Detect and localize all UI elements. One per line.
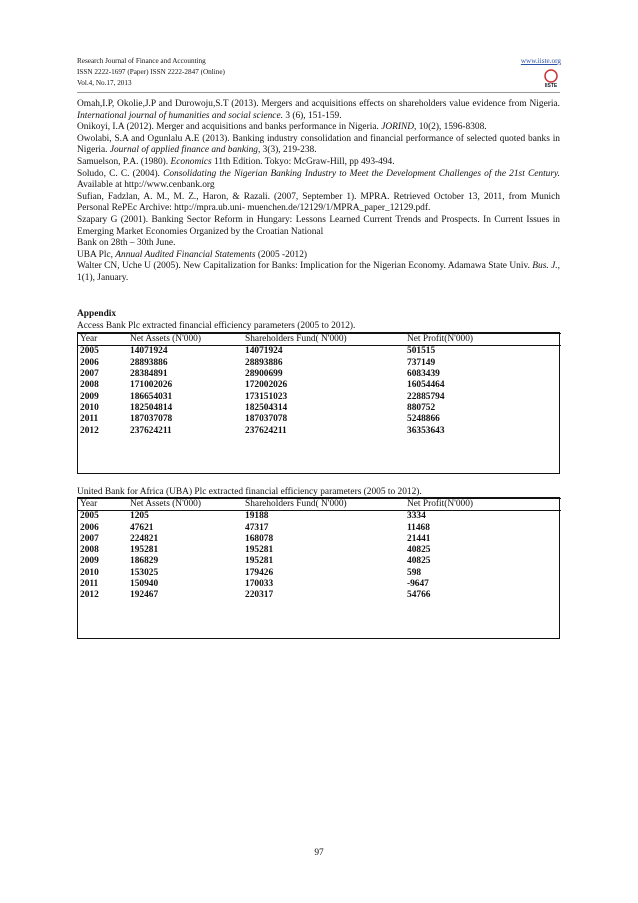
reference-entry: Szapary G (2001). Banking Sector Reform in Hungary: Lessons Learned Current Trends and Prospects. In Current Issues in Emerging Market Economies Organized by the Croatian National — [77, 214, 560, 237]
table-cell: 2011 — [80, 414, 99, 425]
reference-entry: Omah,I.P, Okolie,J.P and Durowoju,S.T (2013). Mergers and acquisitions effects on shareholders value evidence from Nigeria. International journal of humanities and social science. 3 (6), 151-159. — [77, 99, 560, 121]
column-header: Shareholders Fund( N'000) — [243, 334, 405, 346]
table-row — [78, 346, 561, 358]
table-cell: 28893886 — [130, 357, 168, 368]
table-cell: 224821 — [130, 533, 159, 544]
table-cell: 2005 — [80, 346, 99, 357]
access-bank-table-frame — [77, 332, 560, 474]
page-number: 97 — [314, 848, 324, 858]
column-header: Net Profit(N'000) — [405, 499, 561, 511]
column-header: Year — [78, 499, 128, 511]
iiste-logo — [541, 68, 561, 88]
table-cell: -9647 — [407, 579, 429, 590]
table-row — [78, 392, 561, 403]
journal-issn: ISSN 2222-1697 (Paper) ISSN 2222-2847 (Online) — [77, 68, 225, 76]
table-cell: 186654031 — [130, 391, 173, 402]
table-cell: 2012 — [80, 590, 99, 601]
table-row — [78, 426, 561, 437]
table-row — [78, 534, 561, 545]
table-cell: 2011 — [80, 579, 99, 590]
table-cell: 598 — [407, 567, 422, 578]
table-cell: 2010 — [80, 567, 99, 578]
table-cell: 28384891 — [130, 369, 168, 380]
reference-entry: Walter CN, Uche U (2005). New Capitalization for Banks: Implication for the Nigerian Economy. Adamawa State Univ. Bus. J., 1(1), January. — [77, 261, 560, 283]
column-header: Shareholders Fund( N'000) — [243, 499, 405, 511]
table-cell: 2009 — [80, 556, 99, 567]
table-cell: 170033 — [245, 579, 274, 590]
column-header: Net Assets (N'000) — [128, 499, 243, 511]
references-list — [77, 99, 560, 285]
table-cell: 22885794 — [407, 391, 445, 402]
table-cell: 501515 — [407, 346, 436, 357]
reference-entry: Sufian, Fadzlan, A. M., M. Z., Haron, & Razali. (2007, September 1). MPRA. Retrieved October 13, 2011, from Munich Personal RePEc Archive: http://mpra.ub.uni- muenchen.de/12129/1/MPRA_paper_12129.pdf. — [77, 191, 560, 214]
table-cell: 2008 — [80, 545, 99, 556]
table-cell: 173151023 — [245, 391, 288, 402]
uba-table — [78, 498, 561, 638]
table-cell: 1205 — [130, 511, 149, 522]
table-cell: 179426 — [245, 567, 274, 578]
table-cell: 40825 — [407, 556, 431, 567]
table-cell: 2007 — [80, 369, 99, 380]
table-cell: 880752 — [407, 402, 436, 413]
table-cell: 187037078 — [245, 414, 288, 425]
table-cell: 2006 — [80, 357, 99, 368]
table-cell: 19188 — [245, 511, 269, 522]
table-cell: 168078 — [245, 533, 274, 544]
table-cell: 47317 — [245, 522, 269, 533]
table-cell: 11468 — [407, 522, 430, 533]
table-row — [78, 590, 561, 601]
table-cell: 187037078 — [130, 414, 173, 425]
reference-entry: Samuelson, P.A. (1980). Economics 11th Edition. Tokyo: McGraw-Hill, pp 493-494. — [77, 156, 395, 167]
reference-entry: Onikoyi, I.A (2012). Merger and acquisitions and banks performance in Nigeria. JORIND, 10(2), 1596-8308. — [77, 122, 487, 133]
reference-entry: Soludo, C. C. (2004). Consolidating the Nigerian Banking Industry to Meet the Development Challenges of the 21st Century. Available at http://www.cenbank.org — [77, 168, 560, 191]
table-row — [78, 556, 561, 567]
table-header-row — [78, 334, 561, 346]
table-row — [78, 358, 561, 369]
table-cell: 54766 — [407, 590, 431, 601]
table-cell: 171002026 — [130, 380, 173, 391]
table-cell: 237624211 — [245, 425, 287, 436]
table-cell: 47621 — [130, 522, 154, 533]
table-cell: 36353643 — [407, 425, 445, 436]
table-row — [78, 579, 561, 590]
table-cell: 186829 — [130, 556, 159, 567]
table-row — [78, 568, 561, 579]
table-cell: 14071924 — [245, 346, 283, 357]
column-header: Net Assets (N'000) — [128, 334, 243, 346]
journal-header — [77, 56, 225, 89]
table-row — [78, 414, 561, 425]
header-divider — [77, 92, 560, 93]
reference-entry: Owolabi, S.A and Ogunlalu A.E (2013). Banking industry consolidation and financial performance of selected quoted banks in Nigeria. Journal of applied finance and banking, 3(3), 219-238. — [77, 133, 560, 156]
table-caption-uba: United Bank for Africa (UBA) Plc extracted financial efficiency parameters (2005 to 2012). — [77, 487, 422, 497]
table-caption-access: Access Bank Plc extracted financial efficiency parameters (2005 to 2012). — [77, 320, 356, 331]
uba-table-frame — [77, 497, 560, 639]
table-cell: 2012 — [80, 425, 99, 436]
table-cell: 16054464 — [407, 380, 445, 391]
table-cell: 6083439 — [407, 369, 440, 380]
column-header: Net Profit(N'000) — [405, 334, 561, 346]
table-cell: 153025 — [130, 567, 159, 578]
access-bank-table — [78, 333, 561, 473]
table-empty-space — [78, 602, 561, 638]
reference-entry: UBA Plc, Annual Audited Financial Statements (2005 -2012) — [77, 249, 308, 260]
table-cell: 28893886 — [245, 357, 283, 368]
table-cell: 2007 — [80, 533, 99, 544]
table-cell: 150940 — [130, 579, 159, 590]
table-row — [78, 369, 561, 380]
appendix-heading: Appendix — [77, 309, 117, 319]
table-cell: 3334 — [407, 511, 426, 522]
table-row — [78, 380, 561, 391]
journal-title: Research Journal of Finance and Accounting — [77, 57, 206, 65]
table-header-row — [78, 499, 561, 511]
journal-volume: Vol.4, No.17, 2013 — [77, 79, 132, 87]
table-cell: 40825 — [407, 545, 431, 556]
table-cell: 2006 — [80, 522, 99, 533]
table-cell: 737149 — [407, 357, 436, 368]
table-cell: 220317 — [245, 590, 274, 601]
table-cell: 2008 — [80, 380, 99, 391]
table-cell: 172002026 — [245, 380, 288, 391]
reference-entry: Bank on 28th – 30th June. — [77, 238, 176, 249]
table-cell: 195281 — [245, 556, 274, 567]
table-cell: 28900699 — [245, 369, 283, 380]
table-row — [78, 545, 561, 556]
table-row — [78, 511, 561, 523]
table-cell: 192467 — [130, 590, 159, 601]
table-cell: 21441 — [407, 533, 431, 544]
table-cell: 2009 — [80, 391, 99, 402]
table-cell: 182504314 — [245, 402, 288, 413]
table-row — [78, 403, 561, 414]
table-empty-space — [78, 437, 561, 473]
table-cell: 5248866 — [407, 414, 440, 425]
table-cell: 2010 — [80, 402, 99, 413]
table-cell: 195281 — [245, 545, 274, 556]
table-cell: 182504814 — [130, 402, 173, 413]
table-cell: 237624211 — [130, 425, 172, 436]
journal-url-link[interactable]: www.iiste.org — [520, 57, 561, 65]
table-cell: 14071924 — [130, 346, 168, 357]
column-header: Year — [78, 334, 128, 346]
uba-section — [77, 487, 560, 639]
table-row — [78, 523, 561, 534]
table-cell: 195281 — [130, 545, 159, 556]
table-cell: 2005 — [80, 511, 99, 522]
logo-text: IISTE — [544, 83, 558, 88]
appendix — [77, 309, 560, 474]
